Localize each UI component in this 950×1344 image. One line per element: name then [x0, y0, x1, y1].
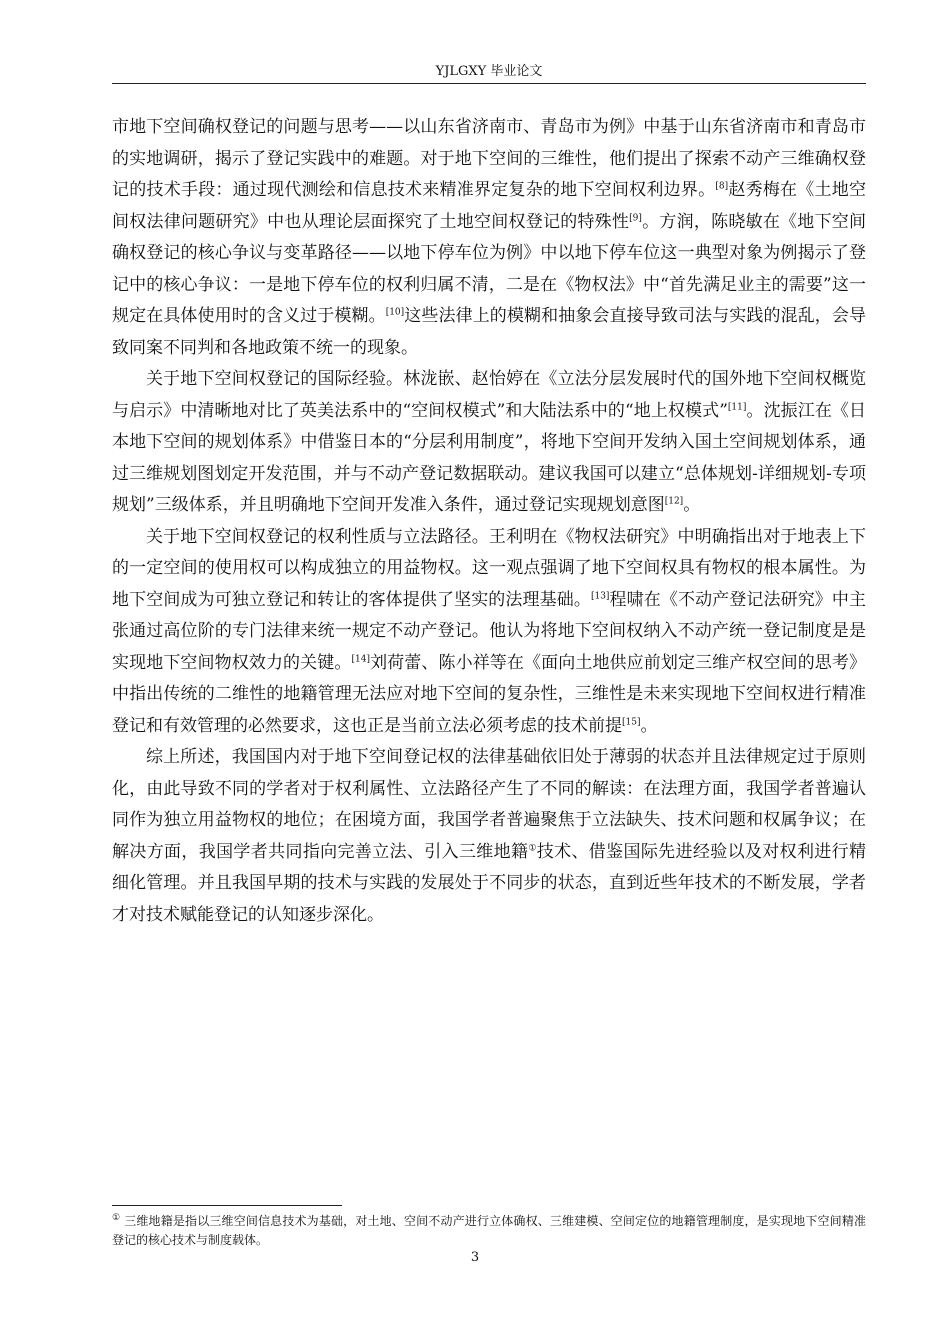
header-title: YJLGXY 毕业论文: [435, 64, 543, 79]
citation-marker: [15]: [622, 716, 641, 727]
citation-marker: ①: [528, 842, 537, 853]
citation-marker: [14]: [351, 653, 370, 664]
citation-marker: [8]: [715, 181, 729, 192]
text-run: 技术、借鉴国际先进经验以及对权利进行精细化管理。并且我国早期的技术与实践的发展处于不同步的状态，直到近些年技术的不断发展，学者才对技术赋能登记的认知逐步深化。: [112, 841, 866, 925]
text-run: 这些法律上的模糊和抽象会直接导致司法与实践的混乱，会导致同案不同判和各地政策不统一的现象。: [112, 306, 867, 358]
footnote-mark: ①: [112, 1213, 121, 1223]
text-run: 程啸在《不动产登记法研究》中主张通过高位阶的专门法律来统一规定不动产登记。他认为将地下空间权纳入不动产统一登记制度是是实现地下空间物权效力的关键。: [112, 589, 867, 673]
citation-marker: [11]: [727, 401, 747, 412]
text-run: 。: [683, 495, 701, 515]
text-run: 市地下空间确权登记的问题与思考——以山东省济南市、青岛市为例》中基于山东省济南市和青岛市的实地调研，揭示了登记实践中的难题。对于地下空间的三维性，他们提出了探索不动产三维确权登记的技术手段：通过现代测绘和信息技术来精准界定复杂的地下空间权利边界。: [112, 117, 866, 200]
paragraph: [112, 112, 866, 364]
text-run: 刘荷蕾、陈小祥等在《面向土地供应前划定三维产权空间的思考》中指出传统的二维性的地籍管理无法应对地下空间的复杂性，三维性是未来实现地下空间权进行精准登记和有效管理的必然要求，这也正是当前立法必须考虑的技术前提: [112, 652, 867, 736]
page-number: 3: [470, 1250, 480, 1265]
citation-marker: [10]: [385, 307, 405, 318]
page-header: [112, 42, 866, 84]
body-text: [112, 112, 866, 931]
text-run: 关于地下空间权登记的权利性质与立法路径。王利明在《物权法研究》中明确指出对于地表上下的一定空间的使用权可以构成独立的用益物权。这一观点强调了地下空间权具有物权的根本属性。为地下空间成为可独立登记和转让的客体提供了坚实的法理基础。: [112, 526, 866, 610]
citation-marker: [9]: [629, 212, 642, 223]
citation-marker: [12]: [664, 496, 684, 507]
footnote: [112, 1212, 866, 1250]
footnote-text: 三维地籍是指以三维空间信息技术为基础，对土地、空间不动产进行立体确权、三维建模、空间定位的地籍管理制度，是实现地下空间精准登记的核心技术与制度载体。: [112, 1214, 866, 1247]
text-run: 关于地下空间权登记的国际经验。林泷嵌、赵怡婷在《立法分层发展时代的国外地下空间权概览与启示》中清晰地对比了英美法系中的“空间权模式”和大陆法系中的“地上权模式”: [112, 369, 866, 421]
paragraph: [112, 364, 866, 522]
citation-marker: [13]: [590, 590, 610, 601]
paragraph: [112, 522, 866, 743]
text-run: 。沈振江在《日本地下空间的规划体系》中借鉴日本的“分层利用制度”，将地下空间开发纳入国土空间规划体系，通过三维规划图划定开发范围，并与不动产登记数据联动。建议我国可以建立“总体规划-详细规划-专项规划”三级体系，并且明确地下空间开发准入条件，通过登记实现规划意图: [112, 400, 867, 515]
text-run: 。: [640, 715, 658, 736]
footnote-divider: [112, 1205, 342, 1206]
paragraph: [112, 742, 866, 931]
text-run: 综上所述，我国国内对于地下空间登记权的法律基础依旧处于薄弱的状态并且法律规定过于原则化，由此导致不同的学者对于权利属性、立法路径产生了不同的解读：在法理方面，我国学者普遍认同作为独立用益物权的地位；在困境方面，我国学者普遍聚焦于立法缺失、技术问题和权属争议；在解决方面，我国学者共同指向完善立法、引入三维地籍: [112, 747, 866, 862]
text-run: 。方润，陈晓敏在《地下空间确权登记的核心争议与变革路径——以地下停车位为例》中以地下停车位这一典型对象为例揭示了登记中的核心争议：一是地下停车位的权利归属不清，二是在《物权法》中“首先满足业主的需要”这一规定在具体使用时的含义过于模糊。: [112, 211, 867, 326]
text-run: 赵秀梅在《土地空间权法律问题研究》中也从理论层面探究了土地空间权登记的特殊性: [112, 180, 867, 232]
